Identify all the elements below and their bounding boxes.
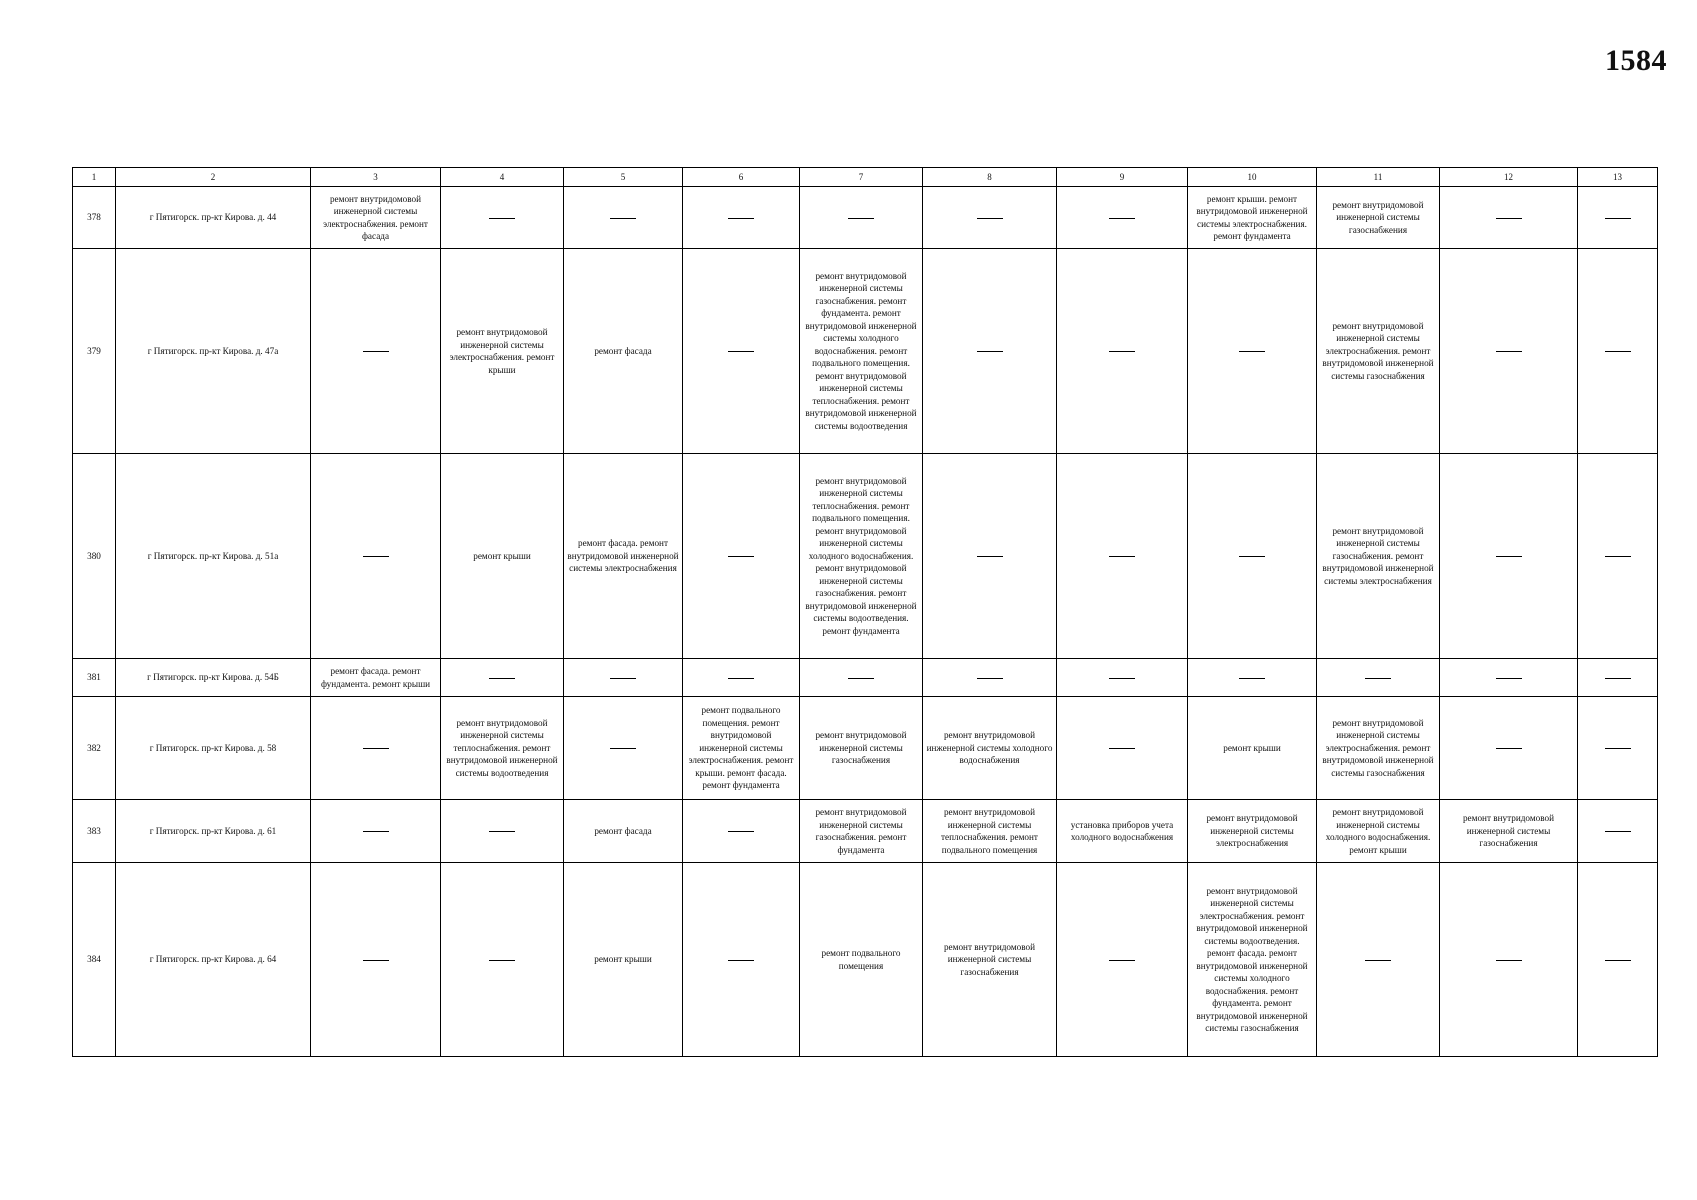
empty-cell — [683, 249, 800, 454]
empty-cell — [1578, 454, 1658, 659]
work-cell: ремонт крыши — [441, 454, 564, 659]
address-cell: г Пятигорск. пр-кт Кирова. д. 44 — [116, 187, 311, 249]
column-number: 8 — [923, 168, 1057, 187]
dash-mark — [728, 678, 754, 679]
dash-mark — [363, 831, 389, 832]
table-row — [73, 454, 1658, 659]
work-cell: ремонт внутридомовой инженерной системы электроснабжения — [1188, 800, 1317, 863]
column-number: 2 — [116, 168, 311, 187]
empty-cell — [1188, 454, 1317, 659]
work-cell: ремонт внутридомовой инженерной системы газоснабжения. ремонт фундамента. ремонт внутридомовой инженерной системы холодного водоснабжения. ремонт подвального помещения. ремонт внутридомовой инженерной системы теплоснабжения. ремонт внутридомовой инженерной системы водоотведения — [800, 249, 923, 454]
dash-mark — [728, 960, 754, 961]
column-number: 11 — [1317, 168, 1440, 187]
dash-mark — [363, 748, 389, 749]
table-row — [73, 863, 1658, 1057]
empty-cell — [1057, 187, 1188, 249]
row-number: 383 — [73, 800, 116, 863]
dash-mark — [1605, 960, 1631, 961]
table-row — [73, 697, 1658, 800]
address-cell: г Пятигорск. пр-кт Кирова. д. 54Б — [116, 659, 311, 697]
work-cell: ремонт внутридомовой инженерной системы газоснабжения — [1440, 800, 1578, 863]
work-cell: ремонт внутридомовой инженерной системы газоснабжения — [923, 863, 1057, 1057]
empty-cell — [441, 800, 564, 863]
empty-cell — [564, 187, 683, 249]
empty-cell — [1057, 249, 1188, 454]
empty-cell — [1578, 249, 1658, 454]
work-cell: ремонт фасада. ремонт внутридомовой инженерной системы электроснабжения — [564, 454, 683, 659]
row-number: 378 — [73, 187, 116, 249]
work-cell: ремонт внутридомовой инженерной системы газоснабжения. ремонт внутридомовой инженерной системы электроснабжения — [1317, 454, 1440, 659]
work-cell: ремонт фасада. ремонт фундамента. ремонт крыши — [311, 659, 441, 697]
empty-cell — [1057, 659, 1188, 697]
work-cell: ремонт внутридомовой инженерной системы электроснабжения. ремонт фасада — [311, 187, 441, 249]
dash-mark — [728, 556, 754, 557]
repair-schedule-table — [72, 167, 1658, 1057]
empty-cell — [311, 454, 441, 659]
dash-mark — [848, 678, 874, 679]
dash-mark — [1496, 218, 1522, 219]
empty-cell — [311, 800, 441, 863]
table-body — [73, 168, 1658, 1057]
work-cell: ремонт внутридомовой инженерной системы холодного водоснабжения. ремонт крыши — [1317, 800, 1440, 863]
dash-mark — [1239, 351, 1265, 352]
dash-mark — [610, 678, 636, 679]
work-cell: ремонт внутридомовой инженерной системы теплоснабжения. ремонт подвального помещения. ремонт внутридомовой инженерной системы холодного водоснабжения. ремонт внутридомовой инженерной системы газоснабжения. ремонт внутридомовой инженерной системы водоотведения. ремонт фундамента — [800, 454, 923, 659]
empty-cell — [1317, 659, 1440, 697]
column-number-row — [73, 168, 1658, 187]
column-number: 7 — [800, 168, 923, 187]
dash-mark — [728, 831, 754, 832]
empty-cell — [1578, 187, 1658, 249]
work-cell: ремонт внутридомовой инженерной системы электроснабжения. ремонт внутридомовой инженерной системы газоснабжения — [1317, 697, 1440, 800]
work-cell: ремонт внутридомовой инженерной системы газоснабжения — [1317, 187, 1440, 249]
empty-cell — [923, 454, 1057, 659]
work-cell: ремонт фасада — [564, 800, 683, 863]
dash-mark — [610, 748, 636, 749]
dash-mark — [1496, 678, 1522, 679]
dash-mark — [1496, 748, 1522, 749]
dash-mark — [1239, 678, 1265, 679]
column-number: 4 — [441, 168, 564, 187]
empty-cell — [1578, 697, 1658, 800]
work-cell: ремонт внутридомовой инженерной системы электроснабжения. ремонт крыши — [441, 249, 564, 454]
empty-cell — [1317, 863, 1440, 1057]
work-cell: ремонт подвального помещения — [800, 863, 923, 1057]
dash-mark — [1365, 960, 1391, 961]
dash-mark — [363, 556, 389, 557]
dash-mark — [1605, 748, 1631, 749]
dash-mark — [489, 960, 515, 961]
row-number: 380 — [73, 454, 116, 659]
dash-mark — [1109, 960, 1135, 961]
empty-cell — [683, 863, 800, 1057]
row-number: 379 — [73, 249, 116, 454]
column-number: 1 — [73, 168, 116, 187]
empty-cell — [1188, 659, 1317, 697]
dash-mark — [728, 218, 754, 219]
dash-mark — [363, 960, 389, 961]
dash-mark — [1605, 556, 1631, 557]
dash-mark — [728, 351, 754, 352]
dash-mark — [1605, 678, 1631, 679]
column-number: 10 — [1188, 168, 1317, 187]
page-number: 1584 — [1605, 44, 1667, 77]
empty-cell — [1440, 863, 1578, 1057]
empty-cell — [311, 697, 441, 800]
empty-cell — [1440, 187, 1578, 249]
work-cell: ремонт внутридомовой инженерной системы теплоснабжения. ремонт подвального помещения — [923, 800, 1057, 863]
dash-mark — [489, 831, 515, 832]
empty-cell — [1188, 249, 1317, 454]
dash-mark — [1109, 556, 1135, 557]
address-cell: г Пятигорск. пр-кт Кирова. д. 51а — [116, 454, 311, 659]
dash-mark — [977, 678, 1003, 679]
work-cell: ремонт крыши — [1188, 697, 1317, 800]
empty-cell — [441, 659, 564, 697]
column-number: 12 — [1440, 168, 1578, 187]
empty-cell — [683, 187, 800, 249]
work-cell: ремонт внутридомовой инженерной системы холодного водоснабжения — [923, 697, 1057, 800]
column-number: 3 — [311, 168, 441, 187]
address-cell: г Пятигорск. пр-кт Кирова. д. 58 — [116, 697, 311, 800]
empty-cell — [311, 863, 441, 1057]
work-cell: ремонт внутридомовой инженерной системы теплоснабжения. ремонт внутридомовой инженерной системы водоотведения — [441, 697, 564, 800]
work-cell: ремонт внутридомовой инженерной системы электроснабжения. ремонт внутридомовой инженерной системы газоснабжения — [1317, 249, 1440, 454]
address-cell: г Пятигорск. пр-кт Кирова. д. 61 — [116, 800, 311, 863]
empty-cell — [1440, 454, 1578, 659]
dash-mark — [848, 218, 874, 219]
empty-cell — [564, 659, 683, 697]
table-row — [73, 659, 1658, 697]
empty-cell — [800, 659, 923, 697]
empty-cell — [923, 659, 1057, 697]
table-row — [73, 800, 1658, 863]
empty-cell — [1057, 454, 1188, 659]
dash-mark — [1239, 556, 1265, 557]
row-number: 384 — [73, 863, 116, 1057]
column-number: 9 — [1057, 168, 1188, 187]
dash-mark — [1109, 678, 1135, 679]
empty-cell — [923, 249, 1057, 454]
empty-cell — [441, 187, 564, 249]
empty-cell — [1440, 697, 1578, 800]
work-cell: ремонт крыши — [564, 863, 683, 1057]
empty-cell — [683, 454, 800, 659]
empty-cell — [1057, 863, 1188, 1057]
work-cell: ремонт фасада — [564, 249, 683, 454]
dash-mark — [489, 678, 515, 679]
dash-mark — [1365, 678, 1391, 679]
dash-mark — [1496, 960, 1522, 961]
work-cell: ремонт внутридомовой инженерной системы газоснабжения. ремонт фундамента — [800, 800, 923, 863]
dash-mark — [1496, 556, 1522, 557]
dash-mark — [977, 218, 1003, 219]
empty-cell — [1578, 863, 1658, 1057]
empty-cell — [683, 659, 800, 697]
empty-cell — [1578, 800, 1658, 863]
empty-cell — [311, 249, 441, 454]
work-cell: ремонт крыши. ремонт внутридомовой инженерной системы электроснабжения. ремонт фундамента — [1188, 187, 1317, 249]
dash-mark — [363, 351, 389, 352]
column-number: 6 — [683, 168, 800, 187]
empty-cell — [1440, 249, 1578, 454]
table-row — [73, 187, 1658, 249]
column-number: 5 — [564, 168, 683, 187]
work-cell: ремонт внутридомовой инженерной системы электроснабжения. ремонт внутридомовой инженерной системы водоотведения. ремонт фасада. ремонт внутридомовой инженерной системы холодного водоснабжения. ремонт фундамента. ремонт внутридомовой инженерной системы газоснабжения — [1188, 863, 1317, 1057]
empty-cell — [800, 187, 923, 249]
row-number: 382 — [73, 697, 116, 800]
dash-mark — [1605, 831, 1631, 832]
empty-cell — [564, 697, 683, 800]
empty-cell — [441, 863, 564, 1057]
address-cell: г Пятигорск. пр-кт Кирова. д. 47а — [116, 249, 311, 454]
dash-mark — [1496, 351, 1522, 352]
empty-cell — [1578, 659, 1658, 697]
work-cell: установка приборов учета холодного водоснабжения — [1057, 800, 1188, 863]
dash-mark — [1109, 748, 1135, 749]
dash-mark — [610, 218, 636, 219]
work-cell: ремонт внутридомовой инженерной системы газоснабжения — [800, 697, 923, 800]
empty-cell — [1057, 697, 1188, 800]
column-number: 13 — [1578, 168, 1658, 187]
table-row — [73, 249, 1658, 454]
empty-cell — [923, 187, 1057, 249]
dash-mark — [1605, 351, 1631, 352]
dash-mark — [977, 556, 1003, 557]
empty-cell — [1440, 659, 1578, 697]
dash-mark — [977, 351, 1003, 352]
dash-mark — [1109, 218, 1135, 219]
row-number: 381 — [73, 659, 116, 697]
dash-mark — [1109, 351, 1135, 352]
dash-mark — [489, 218, 515, 219]
dash-mark — [1605, 218, 1631, 219]
empty-cell — [683, 800, 800, 863]
address-cell: г Пятигорск. пр-кт Кирова. д. 64 — [116, 863, 311, 1057]
work-cell: ремонт подвального помещения. ремонт внутридомовой инженерной системы электроснабжения. ремонт крыши. ремонт фасада. ремонт фундамента — [683, 697, 800, 800]
